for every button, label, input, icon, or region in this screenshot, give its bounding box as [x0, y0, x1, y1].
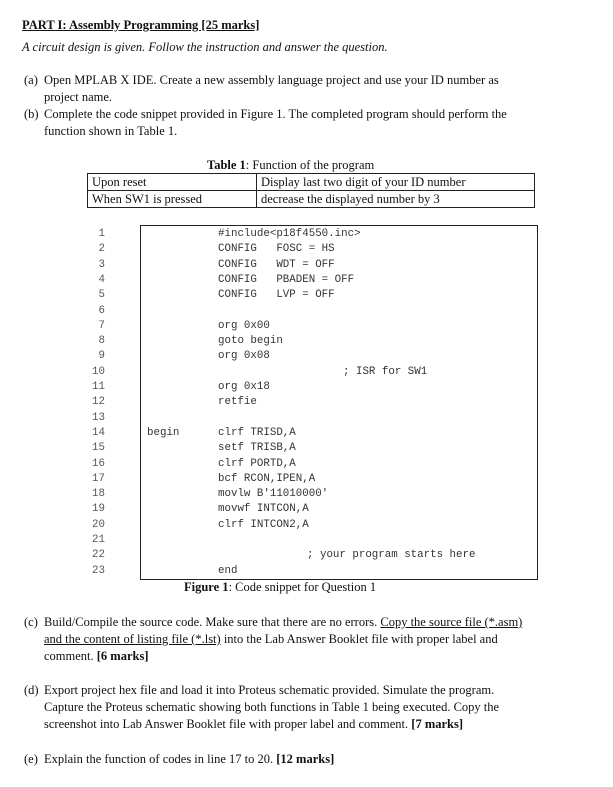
line-number: 6 — [98, 304, 105, 317]
code-instruction: clrf PORTD,A — [218, 457, 296, 470]
code-instruction: movwf INTCON,A — [218, 503, 309, 516]
line-number: 14 — [92, 426, 105, 439]
figure-caption-label: Figure 1 — [184, 580, 229, 594]
question-c-link2: and the content of listing file (*.lst) — [44, 632, 221, 646]
code-instruction: org 0x00 — [218, 319, 270, 332]
question-b-label: (b) — [24, 107, 39, 121]
code-line — [0, 549, 613, 564]
code-line — [0, 228, 613, 243]
question-d-line2: Capture the Proteus schematic showing both functions in Table 1 being executed. Copy the — [44, 700, 500, 714]
question-c-line3 — [44, 648, 548, 665]
code-instruction: #include<p18f4550.inc> — [218, 228, 361, 240]
question-c-line1 — [44, 614, 548, 631]
code-instruction: retfie — [218, 396, 257, 409]
table-caption-text: : Function of the program — [245, 158, 375, 172]
instruction-text: A circuit design is given. Follow the instruction and answer the question. — [22, 40, 388, 54]
figure-caption — [184, 580, 376, 595]
question-a-line1: Open MPLAB X IDE. Create a new assembly language project and use your ID number as — [44, 73, 499, 87]
question-c-marks: [6 marks] — [96, 649, 149, 663]
question-b-line2: function shown in Table 1. — [44, 124, 178, 138]
code-comment: ; ISR for SW1 — [343, 365, 428, 378]
table-cell-event: Upon reset — [88, 174, 257, 191]
question-d-line1: Export project hex file and load it into Proteus schematic provided. Simulate the program. — [44, 683, 495, 697]
line-number: 2 — [98, 243, 105, 256]
code-line — [0, 396, 613, 411]
code-line — [0, 350, 613, 365]
line-number: 1 — [98, 228, 105, 240]
code-instruction: movlw B'11010000' — [218, 488, 329, 501]
code-instruction: bcf RCON,IPEN,A — [218, 472, 316, 485]
question-a-line2: project name. — [44, 90, 113, 104]
code-line — [0, 534, 613, 549]
question-a — [24, 72, 548, 106]
figure-caption-text: : Code snippet for Question 1 — [228, 580, 377, 594]
line-number: 22 — [92, 549, 105, 562]
table-cell-action: Display last two digit of your ID number — [257, 174, 535, 191]
question-b — [24, 106, 548, 140]
code-line — [0, 259, 613, 274]
line-number: 4 — [98, 273, 105, 286]
line-number: 21 — [92, 534, 105, 546]
code-instruction: clrf TRISD,A — [218, 426, 296, 439]
line-number: 15 — [92, 442, 105, 455]
question-d-line3-text: screenshot into Lab Answer Booklet file with proper label and comment. — [44, 717, 412, 731]
line-number: 7 — [98, 319, 105, 332]
line-number: 12 — [92, 396, 105, 409]
table-cell-action: decrease the displayed number by 3 — [257, 191, 535, 208]
code-instruction: CONFIG WDT = OFF — [218, 258, 335, 271]
code-line — [0, 503, 613, 518]
question-d-marks: [7 marks] — [411, 717, 464, 731]
question-b-line1: Complete the code snippet provided in Figure 1. The completed program should perform the — [44, 107, 507, 121]
code-instruction: CONFIG FOSC = HS — [218, 243, 335, 256]
code-line — [0, 565, 613, 580]
line-number: 17 — [92, 472, 105, 485]
question-c-line3-text: comment. — [44, 649, 97, 663]
line-number: 19 — [92, 503, 105, 516]
part-title: PART I: Assembly Programming [25 marks] — [22, 18, 260, 32]
line-number: 3 — [98, 258, 105, 271]
line-number: 23 — [92, 564, 105, 577]
question-c-line2 — [44, 631, 548, 648]
line-number: 8 — [98, 335, 105, 348]
line-number: 16 — [92, 457, 105, 470]
code-instruction: goto begin — [218, 335, 283, 348]
line-number: 10 — [92, 365, 105, 378]
code-line — [0, 519, 613, 534]
code-line — [0, 320, 613, 335]
line-number: 9 — [98, 350, 105, 363]
question-a-label: (a) — [24, 73, 38, 87]
code-line — [0, 289, 613, 304]
code-line — [0, 381, 613, 396]
table-cell-event: When SW1 is pressed — [88, 191, 257, 208]
code-line — [0, 274, 613, 289]
question-e-text: Explain the function of codes in line 17 to 20. — [44, 752, 277, 766]
code-line — [0, 488, 613, 503]
question-c-post: into the Lab Answer Booklet file with proper label and — [220, 632, 498, 646]
code-label: begin — [147, 426, 180, 439]
function-table — [87, 173, 535, 208]
code-line — [0, 473, 613, 488]
question-c-label: (c) — [24, 615, 38, 629]
question-e-label: (e) — [24, 752, 38, 766]
code-line — [0, 366, 613, 381]
question-e-marks: [12 marks] — [276, 752, 335, 766]
code-line — [0, 412, 613, 427]
line-number: 5 — [98, 289, 105, 302]
code-instruction: end — [218, 564, 238, 577]
question-d-line3 — [44, 716, 548, 733]
code-instruction: org 0x08 — [218, 350, 270, 363]
code-instruction: CONFIG LVP = OFF — [218, 289, 335, 302]
table-row — [88, 191, 535, 208]
line-number: 11 — [92, 381, 105, 393]
code-instruction: org 0x18 — [218, 381, 270, 393]
question-c-pre: Build/Compile the source code. Make sure that there are no errors. — [44, 615, 381, 629]
line-number: 13 — [92, 411, 105, 424]
code-instruction: setf TRISB,A — [218, 442, 296, 455]
code-line — [0, 442, 613, 457]
code-comment: ; your program starts here — [307, 549, 476, 562]
question-e-line1 — [44, 751, 548, 768]
code-line — [0, 458, 613, 473]
code-instruction: CONFIG PBADEN = OFF — [218, 273, 355, 286]
question-e — [24, 751, 548, 768]
code-line — [0, 335, 613, 350]
question-d — [24, 682, 548, 733]
table-caption-label: Table 1 — [207, 158, 246, 172]
code-instruction: clrf INTCON2,A — [218, 518, 309, 531]
table-caption — [207, 158, 374, 173]
code-line — [0, 243, 613, 258]
line-number: 18 — [92, 488, 105, 501]
question-c-link1: Copy the source file (*.asm) — [380, 615, 523, 629]
table-row — [88, 174, 535, 191]
code-line — [0, 305, 613, 320]
question-c — [24, 614, 548, 665]
line-number: 20 — [92, 518, 105, 531]
question-d-label: (d) — [24, 683, 39, 697]
code-line — [0, 427, 613, 442]
